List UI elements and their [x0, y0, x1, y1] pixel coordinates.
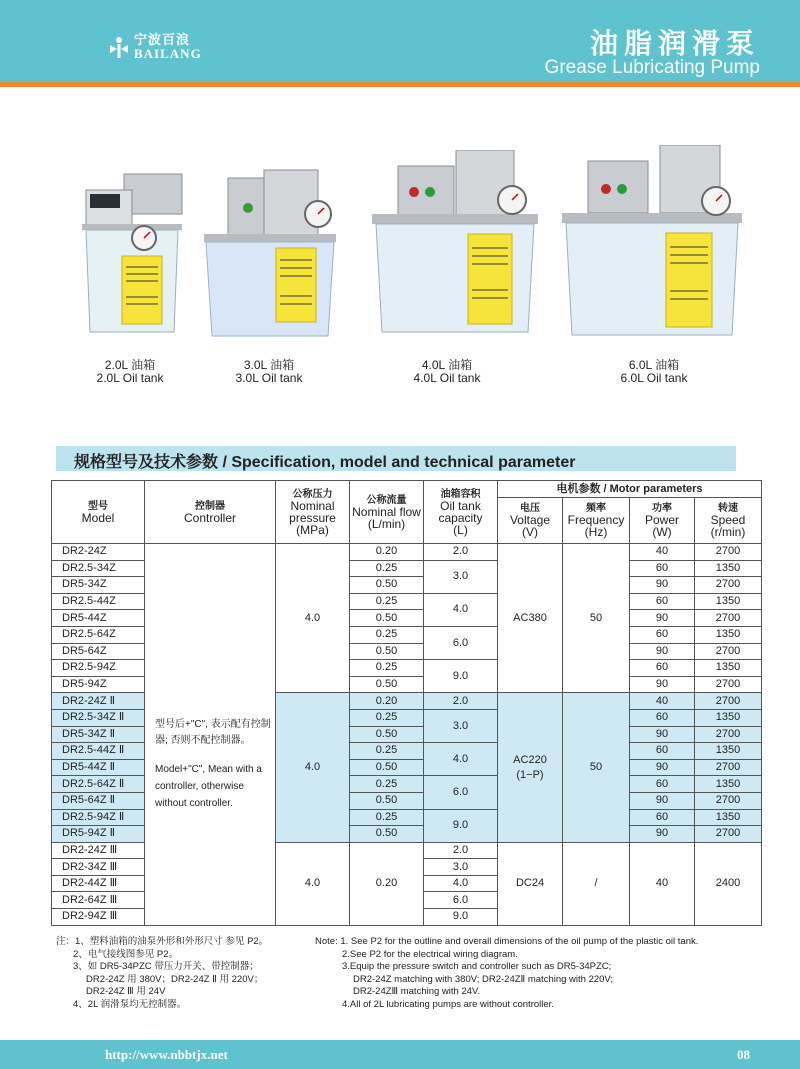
caption-en: 2.0L Oil tank: [96, 371, 164, 385]
cell-flow: 0.25: [350, 626, 424, 643]
cell-speed: 2700: [695, 726, 762, 743]
cell-speed: 2700: [695, 544, 762, 561]
cell-flow: 0.50: [350, 792, 424, 809]
cell-model: DR2.5-34Z Ⅱ: [52, 709, 145, 726]
cell-capacity: 9.0: [424, 809, 498, 842]
cell-speed: 2700: [695, 610, 762, 627]
cell-flow: 0.50: [350, 826, 424, 843]
cell-speed: 2700: [695, 577, 762, 594]
voltage-phase: (1−P): [516, 768, 544, 781]
header-controller: [145, 481, 276, 544]
cell-flow: 0.25: [350, 593, 424, 610]
header-speed-en: Speed: [710, 513, 746, 527]
cell-model: DR5-64Z Ⅱ: [52, 792, 145, 809]
cell-flow: 0.50: [350, 610, 424, 627]
product-caption-6l: [594, 359, 714, 385]
cell-flow: 0.25: [350, 776, 424, 793]
note-line: 3.Equip the pressure switch and controller such as DR5-34PZC;: [342, 961, 612, 972]
bailang-logo-icon: [108, 35, 130, 59]
cell-speed: 1350: [695, 809, 762, 826]
cell-capacity: 2.0: [424, 544, 498, 561]
cell-power: 60: [630, 776, 695, 793]
cell-pressure: 4.0: [276, 544, 350, 693]
note-line: 注：1、塑料油箱的油泵外形和外形尺寸 参见 P2。: [56, 936, 269, 947]
cell-power: 60: [630, 809, 695, 826]
cell-model: DR2.5-34Z: [52, 560, 145, 577]
header-controller-en: Controller: [183, 510, 237, 525]
header-flow-cn: 公称流量: [366, 494, 407, 506]
company-logo: [108, 33, 202, 60]
cell-speed: 2700: [695, 693, 762, 710]
cell-flow: 0.50: [350, 759, 424, 776]
cell-model: DR5-94Z Ⅱ: [52, 826, 145, 843]
cell-model: DR5-34Z Ⅱ: [52, 726, 145, 743]
note-line: 2.See P2 for the electrical wiring diagram.: [342, 948, 518, 960]
header-power-en: Power: [644, 513, 679, 527]
cell-model: DR2.5-44Z Ⅱ: [52, 743, 145, 760]
cell-model: DR2-24Z: [52, 544, 145, 561]
note-line: 4.All of 2L lubricating pumps are without controller.: [342, 998, 554, 1010]
header-frequency: [563, 498, 630, 544]
header-frequency-unit: (Hz): [584, 525, 608, 539]
cell-model: DR2.5-64Z Ⅱ: [52, 776, 145, 793]
cell-capacity: 6.0: [424, 776, 498, 809]
header-frequency-en: Frequency: [567, 513, 625, 527]
header-pressure-unit: (MPa): [296, 522, 329, 537]
header-capacity: [424, 481, 498, 544]
note-line: DR2-24Z Ⅲ 用 24V: [86, 986, 166, 997]
cell-power: 60: [630, 743, 695, 760]
caption-en: 4.0L Oil tank: [413, 371, 481, 385]
note-line: 2、电气接线图参见 P2。: [73, 948, 179, 960]
cell-power: 60: [630, 593, 695, 610]
product-image-6l: [560, 145, 744, 343]
cell-speed: 1350: [695, 776, 762, 793]
note-line: DR2-24Z matching with 380V; DR2-24ZⅡ matching with 220V;: [353, 973, 614, 985]
product-caption-3l: [209, 359, 329, 385]
page-number: 08: [737, 1047, 750, 1062]
cell-capacity: 3.0: [424, 709, 498, 742]
cell-speed: 2700: [695, 792, 762, 809]
cell-flow: 0.25: [350, 560, 424, 577]
header-pressure-cn: 公称压力: [292, 488, 333, 500]
cell-speed: 1350: [695, 660, 762, 677]
cell-speed: 2400: [695, 842, 762, 925]
header-frequency-cn: 频率: [586, 503, 606, 514]
product-caption-2l: [70, 359, 190, 385]
cell-model: DR5-94Z: [52, 676, 145, 693]
cell-flow: 0.50: [350, 726, 424, 743]
cell-speed: 1350: [695, 593, 762, 610]
cell-power: 90: [630, 676, 695, 693]
cell-pressure: 4.0: [276, 842, 350, 925]
header-model-cn: 型号: [88, 500, 108, 512]
cell-model: DR2-24Z Ⅱ: [52, 693, 145, 710]
page-footer: [0, 1040, 800, 1069]
cell-model: DR2.5-64Z: [52, 626, 145, 643]
cell-capacity: 2.0: [424, 693, 498, 710]
cell-power: 60: [630, 560, 695, 577]
page-title-english: Grease Lubricating Pump: [544, 57, 760, 78]
table-row: [52, 544, 762, 561]
cell-capacity: 3.0: [424, 560, 498, 593]
note-line: Note: 1. See P2 for the outline and overall dimensions of the oil pump of the plastic oil tank.: [315, 936, 699, 947]
caption-cn: 4.0L 油箱: [421, 358, 473, 372]
logo-english-name: BAILANG: [134, 46, 202, 61]
cell-power: 90: [630, 643, 695, 660]
header-speed-cn: 转速: [718, 503, 739, 514]
header-flow-unit: (L/min): [367, 516, 406, 531]
controller-note-en: Model+"C", Mean with a controller, otherwise without controller.: [155, 763, 262, 809]
cell-capacity: 6.0: [424, 892, 498, 909]
cell-voltage: DC24: [498, 842, 563, 925]
cell-flow: 0.25: [350, 743, 424, 760]
note-line: 4、2L 润滑泵均无控制器。: [73, 998, 187, 1010]
cell-power: 60: [630, 626, 695, 643]
note-line: 3、如 DR5-34PZC 带压力开关、带控制器；: [73, 961, 259, 972]
cell-speed: 1350: [695, 709, 762, 726]
header-capacity-cn: 油箱容积: [440, 488, 481, 500]
cell-pressure: 4.0: [276, 693, 350, 842]
cell-voltage: [498, 693, 563, 842]
header-model-en: Model: [81, 510, 115, 525]
cell-model: DR2.5-44Z: [52, 593, 145, 610]
product-caption-4l: [387, 359, 507, 385]
cell-capacity: 4.0: [424, 743, 498, 776]
notes-chinese: [56, 936, 316, 1011]
cell-flow: 0.25: [350, 660, 424, 677]
header-controller-cn: 控制器: [195, 500, 225, 512]
section-title: 规格型号及技术参数 / Specification, model and technical parameter: [74, 454, 576, 471]
cell-flow: 0.50: [350, 643, 424, 660]
cell-power: 90: [630, 726, 695, 743]
caption-cn: 3.0L 油箱: [243, 358, 295, 372]
cell-power: 90: [630, 792, 695, 809]
note-line: DR2-24Z 用 380V；DR2-24Z Ⅱ 用 220V；: [86, 973, 264, 985]
cell-model: DR5-44Z Ⅱ: [52, 759, 145, 776]
cell-flow: 0.25: [350, 709, 424, 726]
product-image-2l: [78, 172, 186, 342]
cell-flow: 0.20: [350, 693, 424, 710]
cell-model: DR5-64Z: [52, 643, 145, 660]
cell-capacity: 3.0: [424, 859, 498, 876]
header-capacity-unit: (L): [453, 522, 468, 537]
cell-power: 40: [630, 544, 695, 561]
cell-model: DR2-24Z Ⅲ: [52, 842, 145, 859]
cell-capacity: 9.0: [424, 660, 498, 693]
notes-english: [315, 936, 755, 1011]
cell-capacity: 9.0: [424, 909, 498, 926]
cell-speed: 2700: [695, 826, 762, 843]
cell-model: DR5-34Z: [52, 577, 145, 594]
cell-speed: 2700: [695, 643, 762, 660]
cell-flow: 0.50: [350, 676, 424, 693]
cell-model: DR2-94Z Ⅲ: [52, 909, 145, 926]
cell-power: 60: [630, 709, 695, 726]
header-model: [52, 481, 145, 544]
header-voltage-en: Voltage: [509, 513, 551, 527]
cell-capacity: 2.0: [424, 842, 498, 859]
cell-flow: 0.20: [350, 842, 424, 925]
section-header: [56, 446, 736, 471]
cell-power: 40: [630, 842, 695, 925]
cell-flow: 0.20: [350, 544, 424, 561]
caption-cn: 2.0L 油箱: [104, 358, 156, 372]
cell-model: DR2-64Z Ⅲ: [52, 892, 145, 909]
cell-model: DR2.5-94Z: [52, 660, 145, 677]
header-pressure: [276, 481, 350, 544]
header-power-unit: (W): [652, 525, 672, 539]
voltage-value: AC220: [513, 753, 547, 766]
header-capacity-en: Oil tank capacity: [438, 498, 483, 525]
page-header: [0, 0, 800, 82]
cell-power: 90: [630, 759, 695, 776]
cell-frequency: /: [563, 842, 630, 925]
header-motor-group: 电机参数 / Motor parameters: [498, 481, 762, 498]
caption-cn: 6.0L 油箱: [628, 358, 680, 372]
cell-voltage: AC380: [498, 544, 563, 693]
header-pressure-en: Nominal pressure: [289, 498, 336, 525]
header-voltage: [498, 498, 563, 544]
cell-speed: 1350: [695, 626, 762, 643]
cell-power: 60: [630, 660, 695, 677]
caption-en: 6.0L Oil tank: [620, 371, 688, 385]
cell-speed: 2700: [695, 759, 762, 776]
cell-speed: 2700: [695, 676, 762, 693]
page-title-chinese: 油脂润滑泵: [589, 27, 760, 60]
cell-model: DR2-44Z Ⅲ: [52, 875, 145, 892]
product-image-4l: [370, 150, 540, 342]
cell-controller-note: [145, 544, 276, 926]
cell-model: DR2.5-94Z Ⅱ: [52, 809, 145, 826]
cell-capacity: 6.0: [424, 626, 498, 659]
controller-note-cn: 型号后+"C", 表示配有控制器; 否则不配控制器。: [155, 718, 271, 746]
logo-chinese-name: 宁波百浪: [134, 32, 191, 47]
cell-flow: 0.50: [350, 577, 424, 594]
cell-frequency: 50: [563, 544, 630, 693]
cell-model: DR5-44Z: [52, 610, 145, 627]
cell-model: DR2-34Z Ⅲ: [52, 859, 145, 876]
header-flow: [350, 481, 424, 544]
cell-frequency: 50: [563, 693, 630, 842]
footer-website-link[interactable]: http://www.nbbtjx.net: [105, 1047, 228, 1062]
header-flow-en: Nominal flow: [352, 504, 421, 519]
header-divider: [0, 82, 800, 87]
header-speed-unit: (r/min): [710, 525, 746, 539]
cell-power: 90: [630, 577, 695, 594]
header-speed: [695, 498, 762, 544]
header-voltage-unit: (V): [522, 525, 538, 539]
cell-speed: 1350: [695, 743, 762, 760]
cell-power: 90: [630, 610, 695, 627]
cell-power: 90: [630, 826, 695, 843]
cell-flow: 0.25: [350, 809, 424, 826]
header-voltage-cn: 电压: [520, 503, 540, 514]
note-line: DR2-24ZⅢ matching with 24V.: [353, 986, 481, 997]
cell-power: 40: [630, 693, 695, 710]
cell-capacity: 4.0: [424, 875, 498, 892]
header-power-cn: 功率: [652, 503, 672, 514]
product-image-3l: [200, 168, 340, 343]
cell-speed: 1350: [695, 560, 762, 577]
spec-table: [51, 480, 762, 926]
cell-capacity: 4.0: [424, 593, 498, 626]
header-power: [630, 498, 695, 544]
caption-en: 3.0L Oil tank: [235, 371, 303, 385]
